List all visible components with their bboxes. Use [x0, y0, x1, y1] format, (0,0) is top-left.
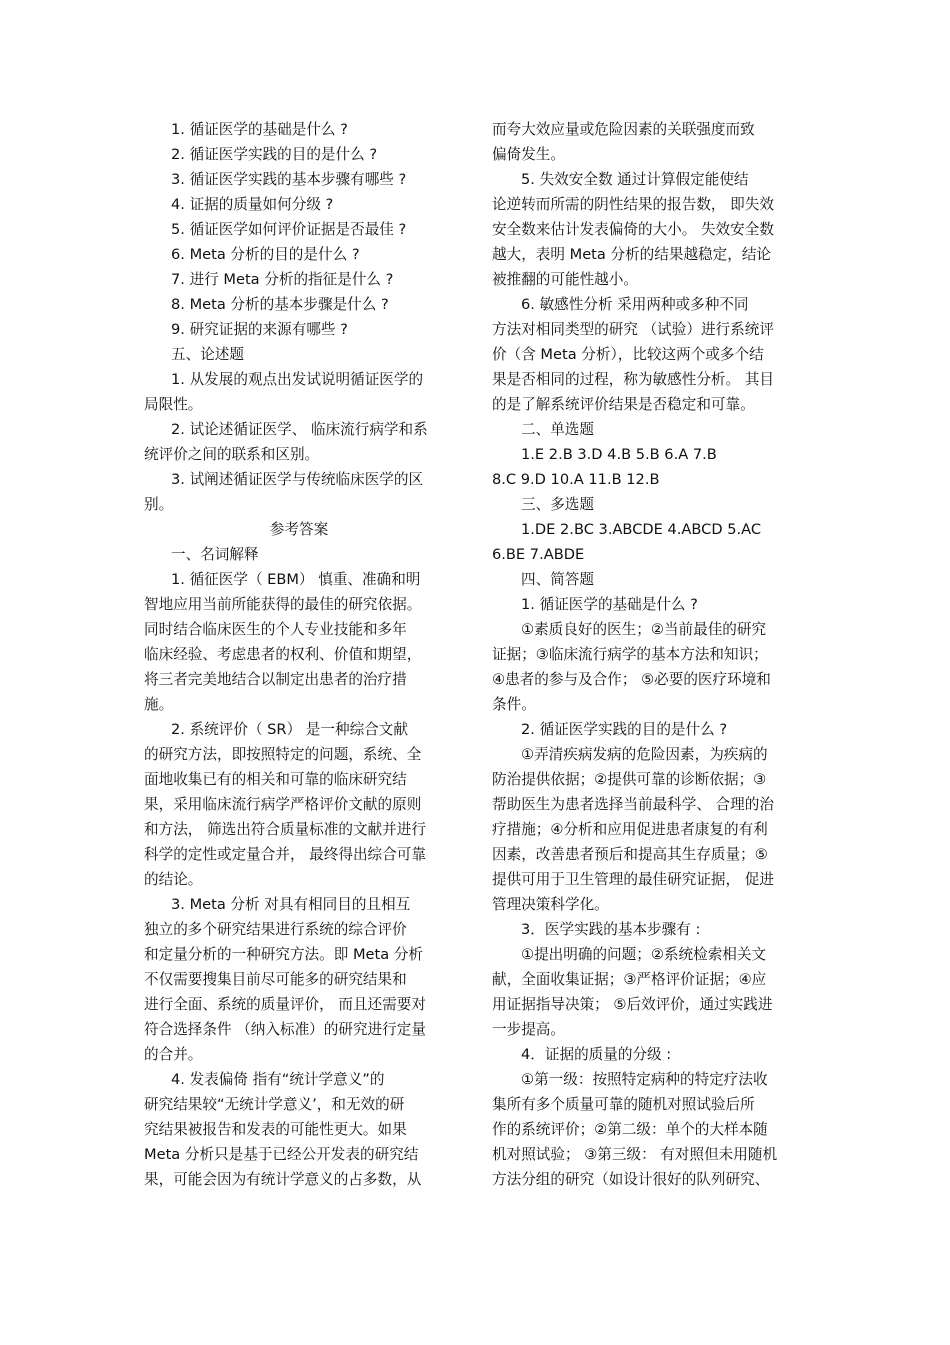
text-line: 价（含 Meta 分析），比较这两个或多个结: [492, 346, 764, 363]
text-line: 5. 循证医学如何评价证据是否最佳 ?: [171, 221, 407, 238]
text-line: 不仅需要搜集目前尽可能多的研究结果和: [144, 971, 407, 988]
text-line: 3. Meta 分析 对具有相同目的且相互: [171, 896, 411, 913]
text-line: 临床经验、考虑患者的权利、价值和期望，: [144, 646, 422, 663]
text-line: ①第一级：按照特定病种的特定疗法收: [521, 1071, 768, 1088]
text-line: 1. 从发展的观点出发试说明循证医学的: [171, 371, 424, 388]
text-line: 一步提高。: [492, 1021, 565, 1038]
text-line: 管理决策科学化。: [492, 896, 609, 913]
text-line: 独立的多个研究结果进行系统的综合评价: [144, 921, 407, 938]
text-line: 偏倚发生。: [492, 146, 565, 163]
text-line: 条件。: [492, 696, 536, 713]
text-line: 7. 进行 Meta 分析的指征是什么 ?: [171, 271, 394, 288]
text-line: 1.DE 2.BC 3.ABCDE 4.ABCD 5.AC: [521, 521, 762, 538]
right-column: [492, 117, 810, 1192]
text-line: ④患者的参与及合作； ⑤必要的医疗环境和: [492, 671, 771, 688]
text-line: 参考答案: [269, 521, 329, 538]
text-line: 研究结果较“无统计学意义’，和无效的研: [144, 1096, 405, 1113]
text-line: ①提出明确的问题；②系统检索相关文: [521, 946, 767, 963]
text-line: 因素，改善患者预后和提高其生存质量；⑤: [492, 846, 768, 863]
text-line: 1. 循证医学的基础是什么 ?: [171, 121, 348, 138]
text-line: 2. 试论述循证医学、 临床流行病学和系: [171, 421, 428, 438]
text-line: 果，采用临床流行病学严格评价文献的原则: [144, 796, 422, 813]
text-line: 安全数来估计发表偏倚的大小。 失效安全数: [492, 221, 774, 238]
text-line: 面地收集已有的相关和可靠的临床研究结: [144, 771, 407, 788]
text-line: 作的系统评价；②第二级：单个的大样本随: [492, 1121, 768, 1138]
text-line: 论逆转而所需的阴性结果的报告数， 即失效: [492, 196, 774, 213]
text-line: ①素质良好的医生；②当前最佳的研究: [521, 621, 767, 638]
text-line: 6. Meta 分析的目的是什么 ?: [171, 246, 360, 263]
text-line: 6. 敏感性分析 采用两种或多种不同: [521, 296, 749, 313]
text-line: 究结果被报告和发表的可能性更大。如果: [144, 1121, 407, 1138]
text-line: 进行全面、系统的质量评价， 而且还需要对: [144, 996, 426, 1013]
text-line: 4. 发表偏倚 指有“统计学意义”的: [171, 1071, 385, 1088]
text-line: 帮助医生为患者选择当前最科学、 合理的治: [492, 796, 774, 813]
text-line: 方法对相同类型的研究 （试验）进行系统评: [492, 321, 774, 338]
text-line: 2. 系统评价（ SR） 是一种综合文献: [171, 721, 408, 738]
text-line: 将三者完美地结合以制定出患者的治疗措: [144, 671, 407, 688]
text-line: 8.C 9.D 10.A 11.B 12.B: [492, 471, 660, 488]
text-line: 同时结合临床医生的个人专业技能和多年: [144, 621, 407, 638]
text-line: 的研究方法，即按照特定的问题，系统、全: [144, 746, 422, 763]
text-line: 1. 循证医学的基础是什么 ?: [521, 596, 698, 613]
text-line: 科学的定性或定量合并， 最终得出综合可靠: [144, 846, 426, 863]
text-line: 8. Meta 分析的基本步骤是什么 ?: [171, 296, 389, 313]
text-line: 符合选择条件 （纳入标准）的研究进行定量: [144, 1021, 426, 1038]
text-line: 统评价之间的联系和区别。: [144, 446, 320, 463]
text-line: 5. 失效安全数 通过计算假定能使结: [521, 171, 749, 188]
text-line: 机对照试验； ③第三级： 有对照但未用随机: [492, 1146, 778, 1163]
text-line: 证据；③临床流行病学的基本方法和知识；: [492, 646, 768, 663]
text-line: 3．医学实践的基本步骤有 :: [521, 921, 701, 938]
text-line: 五、论述题: [171, 346, 244, 363]
text-line: 2. 循证医学实践的目的是什么 ?: [171, 146, 378, 163]
text-line: 疗措施；④分析和应用促进患者康复的有利: [492, 821, 768, 838]
text-line: 果是否相同的过程，称为敏感性分析。 其目: [492, 371, 774, 388]
left-column: [144, 117, 454, 1192]
text-line: 被推翻的可能性越小。: [492, 271, 638, 288]
text-line: 防治提供依据；②提供可靠的诊断依据；③: [492, 771, 767, 788]
text-line: 别。: [144, 496, 174, 513]
text-line: 四、简答题: [521, 571, 594, 588]
text-line: 的合并。: [144, 1046, 203, 1063]
text-line: 果，可能会因为有统计学意义的占多数，从: [144, 1171, 422, 1188]
text-line: 和定量分析的一种研究方法。即 Meta 分析: [144, 946, 424, 963]
text-line: 献，全面收集证据；③严格评价证据；④应: [492, 971, 767, 988]
text-line: 1.E 2.B 3.D 4.B 5.B 6.A 7.B: [521, 446, 717, 463]
text-line: 提供可用于卫生管理的最佳研究证据， 促进: [492, 871, 774, 888]
text-line: 智地应用当前所能获得的最佳的研究依据。: [144, 596, 422, 613]
text-line: 2. 循证医学实践的目的是什么 ?: [521, 721, 728, 738]
text-line: 4. 证据的质量如何分级 ?: [171, 196, 334, 213]
text-line: 9. 研究证据的来源有哪些 ?: [171, 321, 348, 338]
text-line: 方法分组的研究（如设计很好的队列研究、: [492, 1171, 770, 1188]
text-line: ①弄清疾病发病的危险因素，为疾病的: [521, 746, 768, 763]
text-line: 4．证据的质量的分级 :: [521, 1046, 672, 1063]
text-line: 用证据指导决策； ⑤后效评价，通过实践进: [492, 996, 773, 1013]
text-line: 的是了解系统评价结果是否稳定和可靠。: [492, 396, 755, 413]
text-line: 局限性。: [144, 396, 203, 413]
text-line: 集所有多个质量可靠的随机对照试验后所: [492, 1096, 755, 1113]
text-line: 6.BE 7.ABDE: [492, 546, 585, 563]
text-line: 1. 循征医学（ EBM） 慎重、准确和明: [171, 571, 421, 588]
text-line: 越大，表明 Meta 分析的结果越稳定，结论: [492, 246, 772, 263]
text-line: 二、单选题: [521, 421, 594, 438]
text-line: 三、多选题: [521, 496, 594, 513]
text-line: 一、名词解释: [171, 546, 259, 563]
text-line: 而夸大效应量或危险因素的关联强度而致: [492, 121, 755, 138]
text-line: Meta 分析只是基于已经公开发表的研究结: [144, 1146, 419, 1163]
text-line: 和方法， 筛选出符合质量标准的文献并进行: [144, 821, 426, 838]
text-line: 施。: [144, 696, 174, 713]
text-line: 的结论。: [144, 871, 203, 888]
text-line: 3. 试阐述循证医学与传统临床医学的区: [171, 471, 424, 488]
text-line: 3. 循证医学实践的基本步骤有哪些 ?: [171, 171, 407, 188]
